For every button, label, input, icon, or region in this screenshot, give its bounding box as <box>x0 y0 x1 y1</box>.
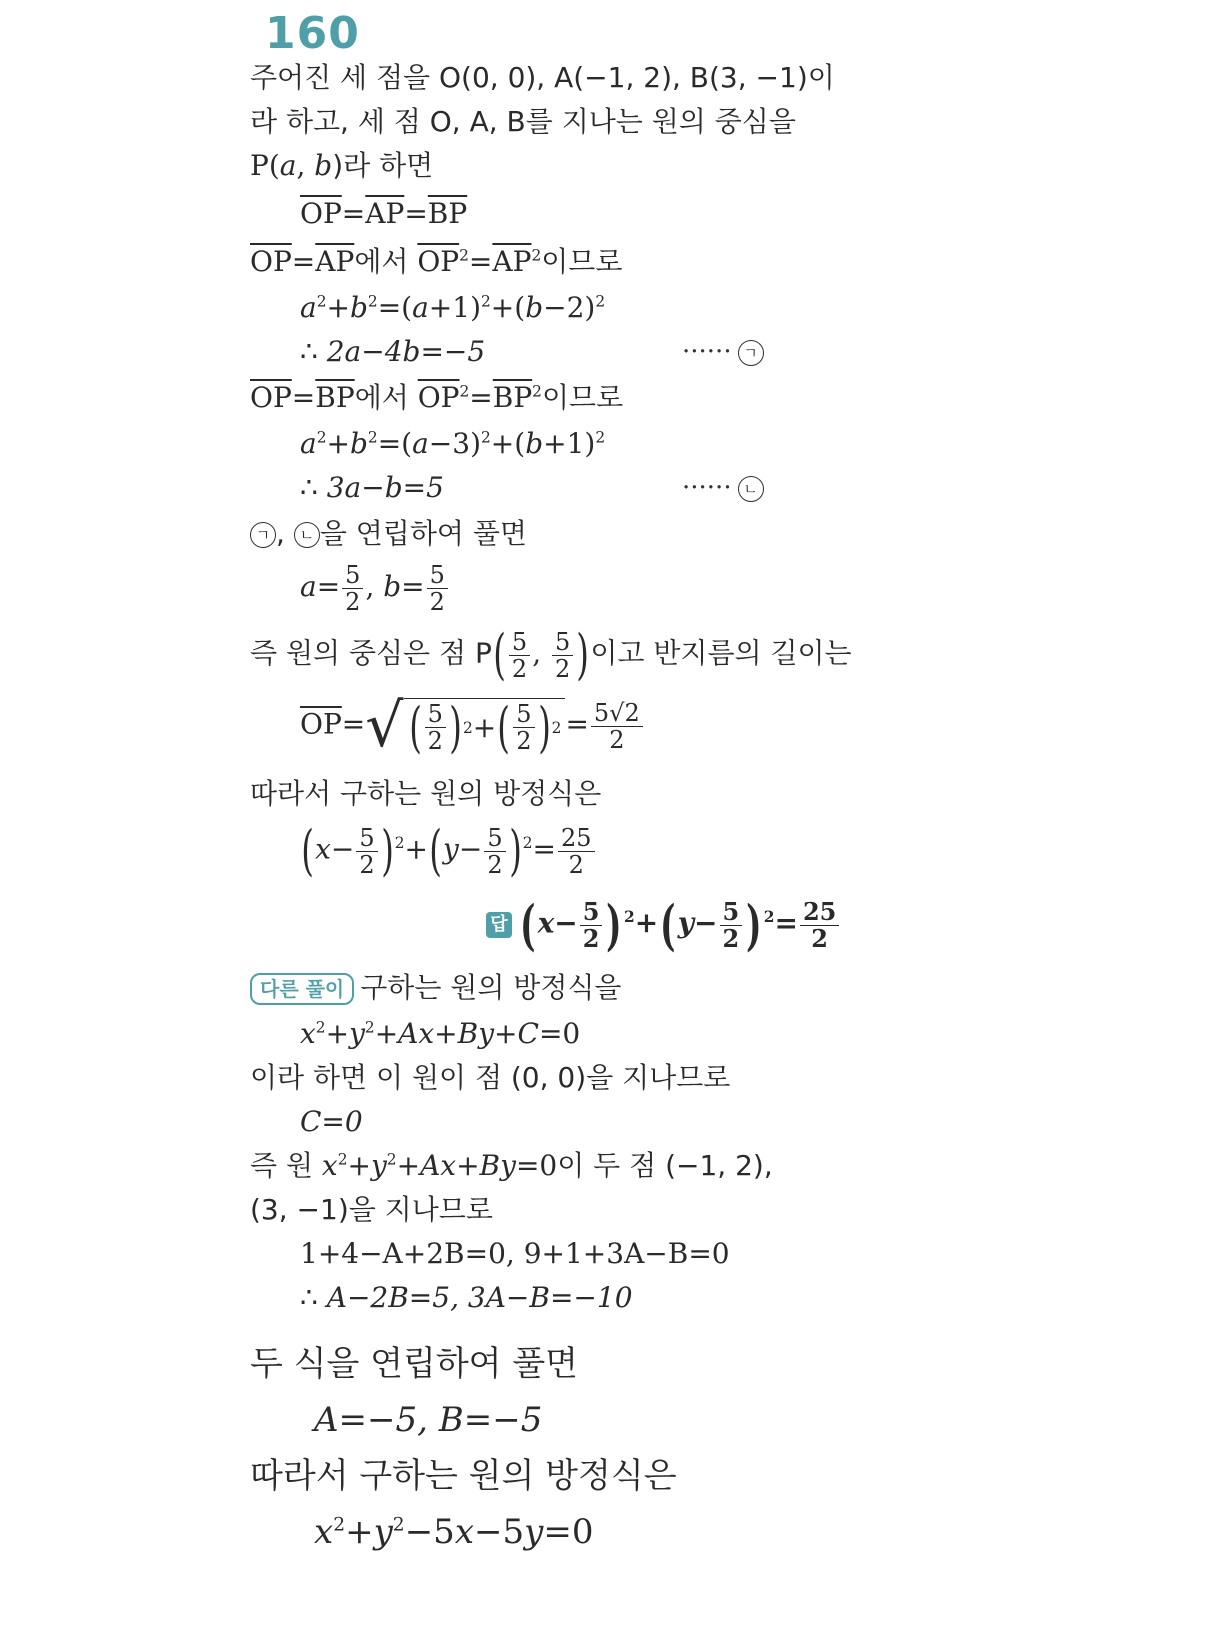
text-line-13: 즉 원의 중심은 점 P( $\frac{5}{2}$ , $\frac{5}{2}$ )이고 반지름의 길이는 <box>250 623 852 686</box>
alt-solution-line-9: 두 식을 연립하여 풀면 <box>250 1344 579 1384</box>
text-line-15: 따라서 구하는 원의 방정식은 <box>250 777 602 810</box>
text-line-2: 라 하고, 세 점 O, A, B를 지나는 원의 중심을 <box>250 105 796 138</box>
equation-line-14: $\overline{OP}=$ √ ( $\frac{5}{2}$ ) 2 + ( $\frac{5}{2}$ ) 2 = $\frac{5√2}{2}$ <box>300 696 645 756</box>
circle-2-icon: ㄴ <box>738 476 764 502</box>
circle-1-icon: ㄱ <box>738 340 764 366</box>
alt-solution-line-11: 따라서 구하는 원의 방정식은 <box>250 1456 677 1496</box>
marker-2: ······ ㄴ <box>682 470 764 506</box>
answer-badge: 답 <box>486 912 512 938</box>
problem-number: 160 <box>265 8 360 59</box>
text-line-5: $\overline{OP}=\overline{AP}$에서 $\overline{OP}^2=\overline{AP}^2$이므로 <box>250 245 623 278</box>
equation-line-10: ∴ 3a−b=5 <box>300 471 444 504</box>
alt-equation-c: C=0 <box>300 1105 363 1138</box>
alt-solution-badge: 다른 풀이 <box>250 973 354 1005</box>
text-line-11: ㄱ , ㄴ 을 연립하여 풀면 <box>250 516 527 552</box>
alt-final-equation: $x^2+y^2-5x-5y=0$ <box>314 1512 594 1552</box>
alt-solution-line-3: 이라 하면 이 원이 점 (0, 0)을 지나므로 <box>250 1061 731 1094</box>
equation-line-6: $a^2+b^2=(a+1)^2+(b-2)^2$ <box>300 291 606 324</box>
equation-line-7: ∴ 2a−4b=−5 <box>300 335 486 368</box>
alt-equation-ab: A=−5, B=−5 <box>314 1400 543 1440</box>
equation-line-16: (x− $\frac{5}{2}$ )$^2$+(y− $\frac{5}{2}$ )$^2$= $\frac{25}{2}$ <box>300 824 597 878</box>
equation-op-ap-bp: $\overline{OP}=\overline{AP}=\overline{BP}$ <box>300 197 468 230</box>
alt-solution-line-6: (3, −1)을 지나므로 <box>250 1193 493 1226</box>
alt-equation-1: $x^2+y^2+Ax+By+C=0$ <box>300 1017 581 1050</box>
alt-equation-2: 1+4−A+2B=0, 9+1+3A−B=0 <box>300 1237 730 1270</box>
text-line-1: 주어진 세 점을 O(0, 0), A(−1, 2), B(3, −1)이 <box>250 61 835 94</box>
alt-equation-3: ∴ A−2B=5, 3A−B=−10 <box>300 1281 633 1314</box>
text-line-3: P(a, b)라 하면 <box>250 149 434 182</box>
text-line-8: $\overline{OP}=\overline{BP}$에서 $\overline{OP}^2=\overline{BP}^2$이므로 <box>250 381 624 414</box>
equation-line-9: $a^2+b^2=(a-3)^2+(b+1)^2$ <box>300 427 606 460</box>
answer-line: 답 (x− $\frac{5}{2}$ ) $^2$+(y− $\frac{5}{2}$ ) $^2$= $\frac{25}{2}$ <box>486 898 841 952</box>
alt-solution-line-1: 다른 풀이 구하는 원의 방정식을 <box>250 970 621 1006</box>
equation-line-12: a= $\frac{5}{2}$ , b= $\frac{5}{2}$ <box>300 562 450 615</box>
circle-1-inline-icon: ㄱ <box>250 522 276 548</box>
marker-1: ······ ㄱ <box>682 334 764 370</box>
circle-2-inline-icon: ㄴ <box>294 522 320 548</box>
alt-solution-line-5: 즉 원 $x^2+y^2+Ax+By=0$이 두 점 (−1, 2), <box>250 1149 773 1182</box>
